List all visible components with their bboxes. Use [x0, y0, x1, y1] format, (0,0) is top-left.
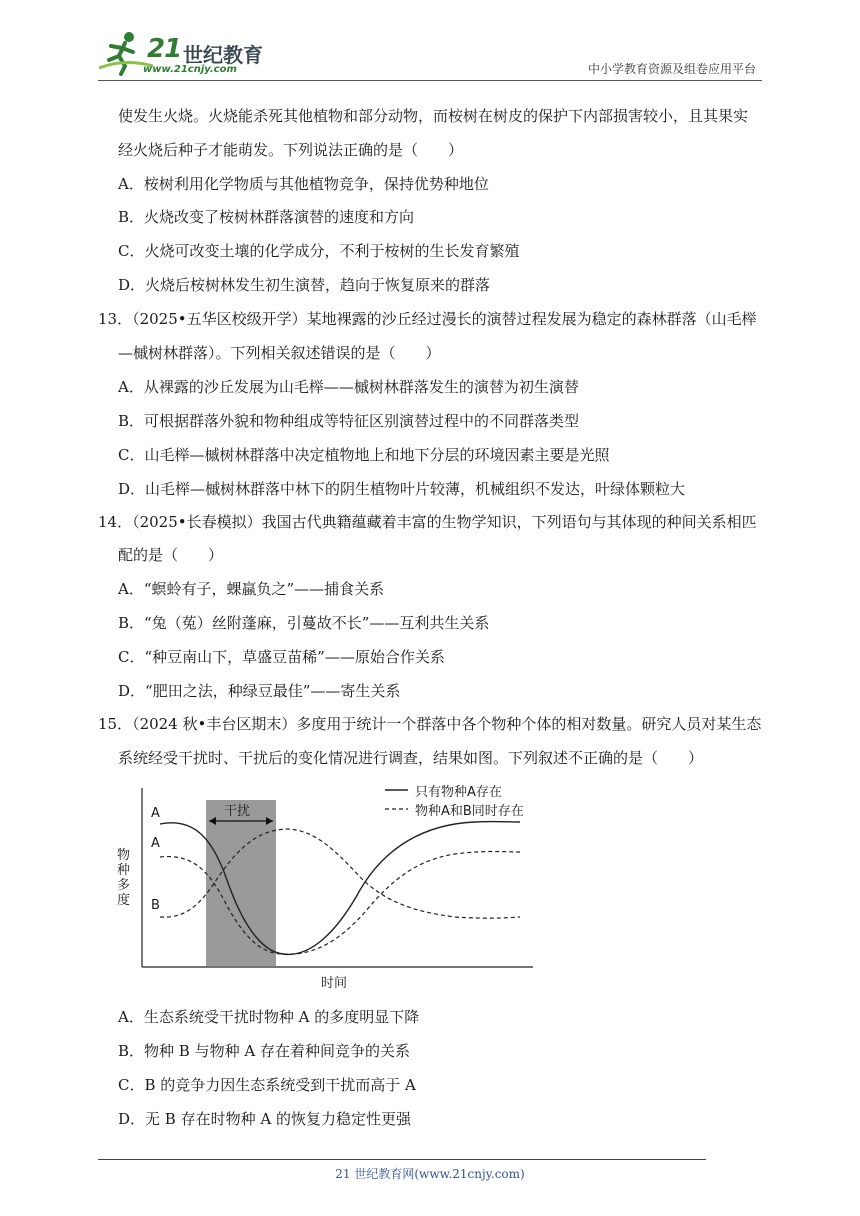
- q15-text-line-2: 系统经受干扰时、干扰后的变化情况进行调查，结果如图。下列叙述不正确的是（ ）: [118, 749, 704, 767]
- footer-divider: [98, 1159, 706, 1160]
- y-axis-label: 物种多度: [117, 848, 131, 908]
- q14-option-d: D．“肥田之法，种绿豆最佳”——寄生关系: [118, 682, 401, 700]
- q12-option-a: A．桉树利用化学物质与其他植物竞争，保持优势种地位: [118, 175, 489, 193]
- curve-label-b-dashed: B: [151, 898, 160, 913]
- footer-link[interactable]: 21 世纪教育网(www.21cnjy.com): [335, 1167, 525, 1181]
- q14-option-a: A．“螟蛉有子，蜾蠃负之”——捕食关系: [118, 580, 385, 598]
- legend-solid-label: 只有物种A存在: [415, 785, 502, 800]
- site-logo[interactable]: [95, 28, 265, 78]
- curve-label-a-solid: A: [151, 806, 160, 821]
- q13-text-line-1: 13．（2025•五华区校级开学）某地裸露的沙丘经过漫长的演替过程发展为稳定的森林群落（山毛榉: [98, 310, 757, 328]
- q13-option-d: D．山毛榉—槭树林群落中林下的阴生植物叶片较薄，机械组织不发达，叶绿体颗粒大: [118, 480, 686, 498]
- q14-option-c: C．“种豆南山下，草盛豆苗稀”——原始合作关系: [118, 648, 445, 666]
- q12-option-c: C．火烧可改变土壤的化学成分，不利于桉树的生长发育繁殖: [118, 242, 520, 260]
- logo-url: www.21cnjy.com: [143, 64, 237, 75]
- disturbance-region: [206, 800, 276, 966]
- legend-dashed-label: 物种A和B同时存在: [415, 804, 524, 819]
- q15-option-c: C．B 的竞争力因生态系统受到干扰而高于 A: [118, 1076, 416, 1094]
- logo-text: 世纪教育: [183, 43, 263, 67]
- q15-option-b: B．物种 B 与物种 A 存在着种间竞争的关系: [118, 1042, 410, 1060]
- q15-option-a: A．生态系统受干扰时物种 A 的多度明显下降: [118, 1008, 420, 1026]
- q15-text-line-1: 15．（2024 秋•丰台区期末）多度用于统计一个群落中各个物种个体的相对数量。研究人员对某生态: [98, 715, 762, 733]
- q13-text-line-2: —槭树林群落）。下列相关叙述错误的是（ ）: [118, 344, 441, 362]
- page-header: [0, 0, 860, 82]
- q12-option-b: B．火烧改变了桉树林群落演替的速度和方向: [118, 208, 415, 226]
- q12-text-line-2: 经火烧后种子才能萌发。下列说法正确的是（ ）: [118, 141, 464, 159]
- curve-label-a-dashed: A: [151, 836, 160, 851]
- header-divider: [98, 80, 762, 81]
- q13-option-c: C．山毛榉—槭树林群落中决定植物地上和地下分层的环境因素主要是光照: [118, 446, 610, 464]
- q14-option-b: B．“兔（菟）丝附蓬麻，引蔓故不长”——互利共生关系: [118, 614, 490, 632]
- x-axis-label: 时间: [321, 976, 348, 991]
- disturbance-label: 干扰: [224, 804, 251, 819]
- q12-text-line-1: 使发生火烧。火烧能杀死其他植物和部分动物，而桉树在树皮的保护下内部损害较小，且其果实: [118, 107, 749, 125]
- species-abundance-figure: [115, 772, 565, 994]
- q14-text-line-2: 配的是（ ）: [118, 546, 224, 564]
- header-platform-text: 中小学教育资源及组卷应用平台: [587, 62, 756, 76]
- q13-option-a: A．从裸露的沙丘发展为山毛榉——槭树林群落发生的演替为初生演替: [118, 378, 579, 396]
- q13-option-b: B．可根据群落外貌和物种组成等特征区别演替过程中的不同群落类型: [118, 412, 580, 430]
- logo-number: 21: [147, 34, 182, 64]
- q14-text-line-1: 14．（2025•长春模拟）我国古代典籍蕴藏着丰富的生物学知识，下列语句与其体现的种间关系相匹: [98, 513, 757, 531]
- q15-option-d: D．无 B 存在时物种 A 的恢复力稳定性更强: [118, 1110, 411, 1128]
- q12-option-d: D．火烧后桉树林发生初生演替，趋向于恢复原来的群落: [118, 276, 491, 294]
